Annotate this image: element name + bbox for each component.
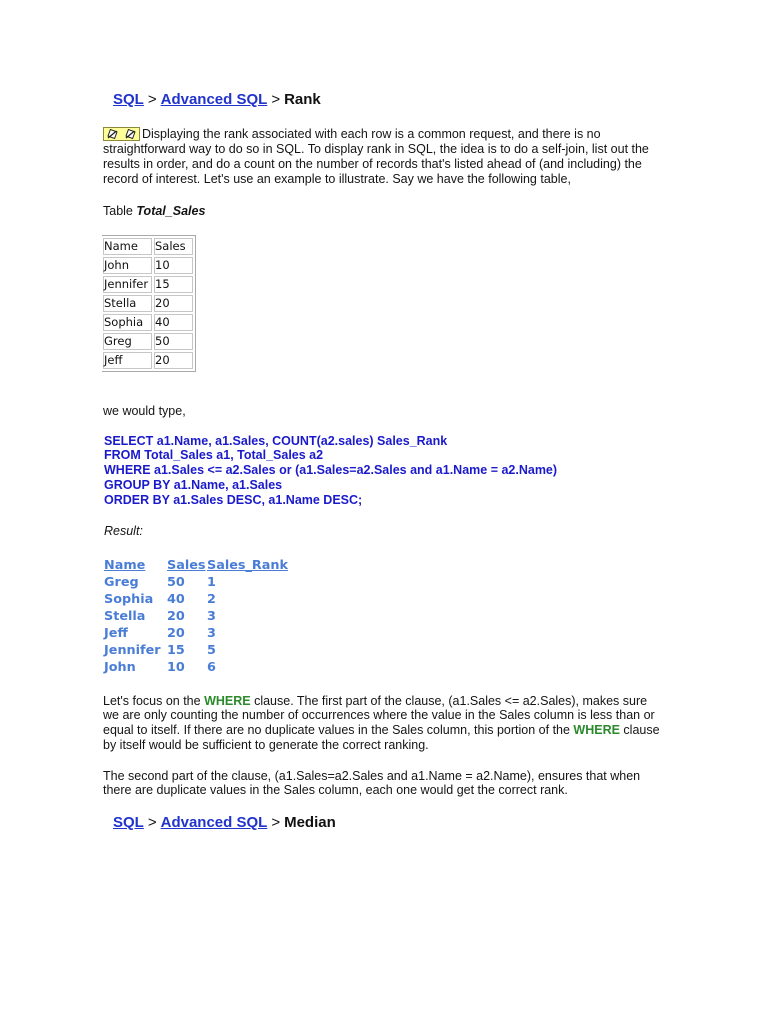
result-cell-rank: 5 <box>207 642 216 658</box>
result-cell-sales: 50 <box>167 574 185 590</box>
result-row <box>104 574 304 591</box>
table-row <box>103 276 193 293</box>
table-row <box>103 333 193 350</box>
result-row <box>104 591 304 608</box>
table-cell-sales: 10 <box>154 257 193 274</box>
breadcrumb-separator: > <box>271 814 281 831</box>
breadcrumb-current-page: Median <box>284 814 336 831</box>
result-label: Result: <box>104 523 143 538</box>
result-header-row <box>104 557 304 574</box>
table-row <box>103 314 193 331</box>
total-sales-table-wrap <box>102 235 200 375</box>
column-header-sales: Sales <box>154 238 193 255</box>
paragraph-line: The second part of the clause, (a1.Sales=a2.Sales and a1.Name = a2.Name), ensures that when <box>103 768 641 783</box>
sql-query-block <box>104 434 557 508</box>
breadcrumb-separator: > <box>271 91 281 108</box>
result-cell-sales: 20 <box>167 608 185 624</box>
result-row <box>104 659 304 676</box>
result-cell-sales: 20 <box>167 625 185 641</box>
table-cell-sales: 20 <box>154 352 193 369</box>
result-cell-name: Jeff <box>104 625 128 641</box>
table-cell-name: Jeff <box>103 352 152 369</box>
sql-line: ORDER BY a1.Sales DESC, a1.Name DESC; <box>104 492 363 507</box>
paragraph-line <box>103 723 660 738</box>
result-cell-sales: 40 <box>167 591 185 607</box>
table-caption-name: Total_Sales <box>136 203 206 218</box>
where-keyword: WHERE <box>573 723 620 738</box>
duplicate-explanation-paragraph <box>103 769 640 799</box>
result-cell-sales: 10 <box>167 659 185 675</box>
result-header-name: Name <box>104 557 146 573</box>
paragraph-line: straightforward way to do so in SQL. To display rank in SQL, the idea is to do a self-join, list out the <box>103 141 649 156</box>
breadcrumb-separator: > <box>147 91 157 108</box>
table-row <box>103 257 193 274</box>
text-segment: clause. The first part of the clause, (a1.Sales <= a2.Sales), makes sure <box>250 693 648 708</box>
table-cell-name: Sophia <box>103 314 152 331</box>
where-explanation-paragraph <box>103 694 660 753</box>
result-cell-rank: 3 <box>207 608 216 624</box>
result-cell-name: Jennifer <box>104 642 161 658</box>
table-cell-name: Jennifer <box>103 276 152 293</box>
result-cell-name: Greg <box>104 574 139 590</box>
intro-paragraph <box>103 127 649 187</box>
result-cell-rank: 6 <box>207 659 216 675</box>
table-cell-name: John <box>103 257 152 274</box>
result-table <box>104 557 304 676</box>
paragraph-line <box>103 694 660 709</box>
sql-line: GROUP BY a1.Name, a1.Sales <box>104 477 283 492</box>
paragraph-line: we are only counting the number of occurrences where the value in the Sales column is less than or <box>103 708 655 723</box>
paragraph-line: there are duplicate values in the Sales column, each one would get the correct rank. <box>103 783 568 798</box>
result-cell-name: Stella <box>104 608 146 624</box>
sql-line: WHERE a1.Sales <= a2.Sales or (a1.Sales=a2.Sales and a1.Name = a2.Name) <box>104 463 558 478</box>
column-header-name: Name <box>103 238 152 255</box>
table-cell-sales: 15 <box>154 276 193 293</box>
text-segment: clause <box>619 723 660 738</box>
result-row <box>104 625 304 642</box>
result-cell-rank: 3 <box>207 625 216 641</box>
paragraph-line: results in order, and do a count on the number of records that's listed ahead of (and including) the <box>103 156 642 171</box>
breadcrumb-top <box>113 91 321 109</box>
paragraph-line: Displaying the rank associated with each row is a common request, and there is no <box>142 126 601 141</box>
paragraph-line: record of interest. Let's use an example to illustrate. Say we have the following table, <box>103 171 571 186</box>
breadcrumb-separator: > <box>147 814 157 831</box>
breadcrumb-link-advanced-sql[interactable]: Advanced SQL <box>160 814 268 831</box>
result-row <box>104 608 304 625</box>
where-keyword: WHERE <box>204 693 251 708</box>
text-segment: Let's focus on the <box>103 693 205 708</box>
result-header-sales: Sales <box>167 557 206 573</box>
table-caption-prefix: Table <box>103 203 133 218</box>
table-cell-sales: 40 <box>154 314 193 331</box>
paragraph-line: by itself would be sufficient to generate the correct ranking. <box>103 737 429 752</box>
breadcrumb-bottom <box>113 814 336 832</box>
table-row <box>103 352 193 369</box>
result-cell-rank: 2 <box>207 591 216 607</box>
sql-line: SELECT a1.Name, a1.Sales, COUNT(a2.sales) Sales_Rank <box>104 433 448 448</box>
table-cell-name: Greg <box>103 333 152 350</box>
result-cell-rank: 1 <box>207 574 216 590</box>
result-row <box>104 642 304 659</box>
sql-line: FROM Total_Sales a1, Total_Sales a2 <box>104 448 324 463</box>
breadcrumb-link-advanced-sql[interactable]: Advanced SQL <box>160 91 268 108</box>
table-caption <box>103 204 205 219</box>
table-row <box>103 295 193 312</box>
result-cell-sales: 15 <box>167 642 185 658</box>
lead-in-text: we would type, <box>103 403 186 418</box>
text-segment: equal to itself. If there are no duplicate values in the Sales column, this portion of the <box>103 723 574 738</box>
breadcrumb-link-sql[interactable]: SQL <box>113 814 144 831</box>
result-cell-name: Sophia <box>104 591 154 607</box>
result-header-sales-rank: Sales_Rank <box>207 557 289 573</box>
table-cell-sales: 20 <box>154 295 193 312</box>
breadcrumb-link-sql[interactable]: SQL <box>113 91 144 108</box>
table-cell-name: Stella <box>103 295 152 312</box>
table-cell-sales: 50 <box>154 333 193 350</box>
result-cell-name: John <box>104 659 136 675</box>
breadcrumb-current-page: Rank <box>284 91 321 108</box>
table-header-row <box>103 238 193 255</box>
total-sales-table <box>102 235 196 372</box>
